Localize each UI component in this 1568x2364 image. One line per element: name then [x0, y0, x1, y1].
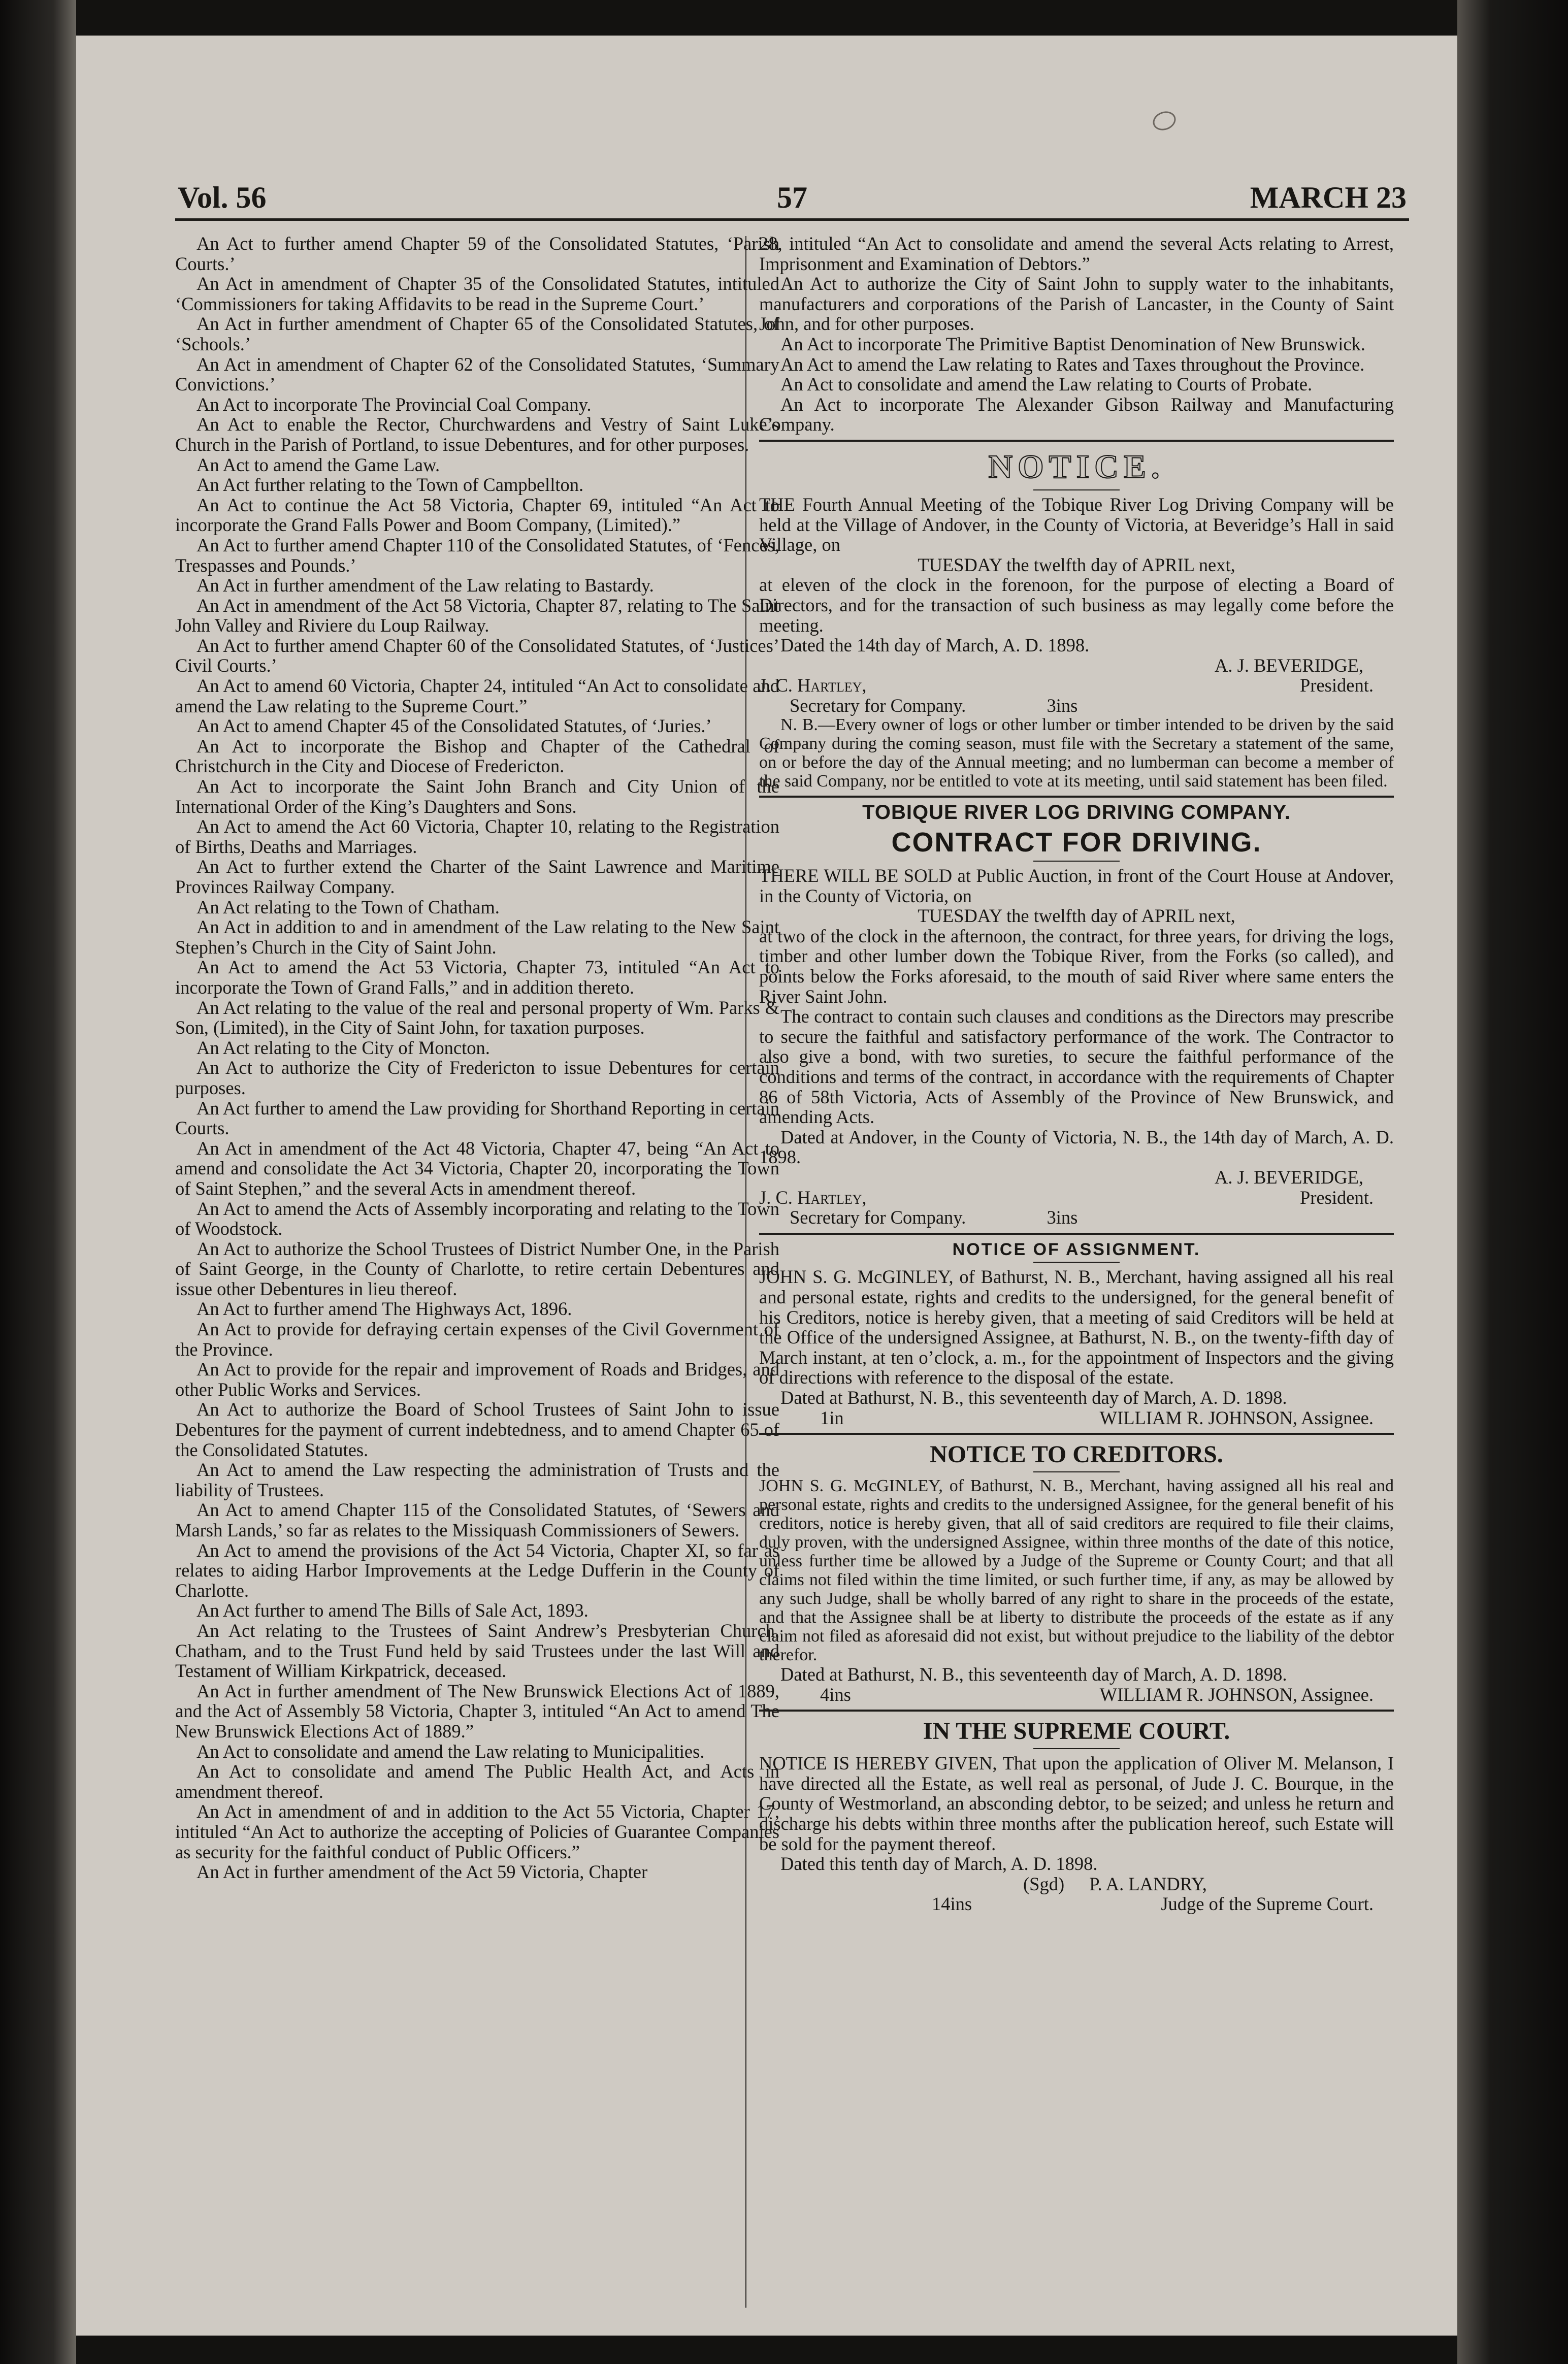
volume-label: Vol. 56: [178, 181, 267, 214]
act-entry: An Act to amend the Law relating to Rates and Taxes throughout the Province.: [780, 353, 1365, 375]
signature-line: [759, 1874, 1394, 1894]
act-entry: An Act to incorporate The Provincial Coal Company.: [197, 393, 592, 415]
act-entry: An Act in amendment of and in addition to the Act 55 Victoria, Chapter 17, intituled “An Act to authorize the accepting of Policies of Guarantee Companies as security for the faithful conduct of Public Officers.”: [175, 1801, 779, 1862]
act-entry: An Act to further amend Chapter 59 of the Consolidated Statutes, ‘Parish Courts.’: [175, 233, 779, 274]
notice-title: CONTRACT FOR DRIVING.: [891, 827, 1262, 858]
act-entry: An Act to authorize the School Trustees of District Number One, in the Parish of Saint George, in the County of Charlotte, to retire certain Debentures and issue other Debentures in lieu thereof.: [175, 1238, 779, 1299]
notice-supreme-court: [759, 1717, 1394, 1914]
notice-body: THERE WILL BE SOLD at Public Auction, in front of the Court House at Andover, in the County of Victoria, on: [759, 865, 1394, 906]
notice-title: NOTICE OF ASSIGNMENT.: [952, 1239, 1201, 1259]
act-entry: An Act to amend the Game Law.: [197, 454, 440, 475]
act-entry: An Act to continue the Act 58 Victoria, Chapter 69, intituled “An Act to incorporate the Grand Falls Power and Boom Company, (Limited).”: [175, 494, 779, 536]
signed-mark: (Sgd): [1023, 1873, 1065, 1894]
section-rule: [759, 796, 1394, 798]
act-entry: An Act to further amend Chapter 60 of the Consolidated Statutes, of ‘Justices’ Civil Courts.’: [175, 635, 779, 676]
title-underline: [1033, 1262, 1120, 1263]
page-edge-shadow: [1457, 0, 1568, 2364]
act-entry: An Act in amendment of the Act 48 Victoria, Chapter 47, being “An Act to amend and consolidate the Act 34 Victoria, Chapter 20, incorporating the Town of Saint Stephen,” and the several Acts in amendment thereof.: [175, 1137, 779, 1199]
notice-title: NOTICE.: [988, 448, 1165, 485]
signer-title: President.: [1300, 1187, 1374, 1208]
notice-date-line: TUESDAY the twelfth day of APRIL next,: [918, 554, 1235, 575]
act-entry: An Act to incorporate The Primitive Baptist Denomination of New Brunswick.: [780, 333, 1365, 354]
signature-title-row: [759, 1894, 1394, 1914]
notice-dated: Dated at Bathurst, N. B., this seventeenth day of March, A. D. 1898.: [780, 1387, 1287, 1408]
notice-annual-meeting: [759, 447, 1394, 791]
signer-title: President.: [1300, 675, 1374, 696]
act-entry: An Act to incorporate The Alexander Gibson Railway and Manufacturing Company.: [759, 393, 1394, 435]
act-entry: An Act to amend the Law respecting the administration of Trusts and the liability of Trustees.: [175, 1459, 779, 1500]
notice-secretary-row: [759, 1188, 1394, 1208]
notice-secretary-row: [759, 675, 1394, 696]
notice-dated: Dated at Andover, in the County of Victoria, N. B., the 14th day of March, A. D. 1898.: [759, 1126, 1394, 1168]
act-entry: An Act to authorize the City of Fredericton to issue Debentures for certain purposes.: [175, 1057, 779, 1098]
act-entry: An Act to consolidate and amend the Law relating to Municipalities.: [197, 1741, 705, 1762]
signer-name: WILLIAM R. JOHNSON, Assignee.: [1099, 1407, 1374, 1428]
left-column-acts: [175, 234, 779, 1882]
act-entry: 28, intituled “An Act to consolidate and amend the several Acts relating to Arrest, Imprisonment and Examination of Debtors.”: [759, 233, 1394, 274]
act-entry: An Act in addition to and in amendment of the Law relating to the New Saint Stephen’s Church in the City of Saint John.: [175, 916, 779, 958]
act-entry: An Act to amend the Act 53 Victoria, Chapter 73, intituled “An Act to incorporate the Town of Grand Falls,” and in addition thereto.: [175, 957, 779, 998]
insertion-count: 4ins: [820, 1684, 851, 1705]
section-rule: [759, 1433, 1394, 1435]
notice-body: JOHN S. G. McGINLEY, of Bathurst, N. B., Merchant, having assigned all his real and personal estate, rights and credits to the undersigned Assignee, for the general benefit of his creditors, notice is hereby given, that all of said creditors are required to file their claims, duly proven, with the undersigned Assignee, within three months of the date of this notice, unless further time be allowed by a Judge of the Supreme or County Court; and that all claims not filed within the time limited, or such further time, if any, as may be allowed by any such Judge, shall be wholly barred of any right to share in the proceeds of the estate, and that the Assignee shall be at liberty to distribute the proceeds of the estate as if any claim not filed as aforesaid did not exist, but without prejudice to the liability of the debtor therefor.: [759, 1476, 1394, 1665]
act-entry: An Act to provide for the repair and improvement of Roads and Bridges, and other Public Works and Services.: [175, 1359, 779, 1400]
act-entry: An Act in amendment of Chapter 62 of the Consolidated Statutes, ‘Summary Convictions.’: [175, 353, 779, 395]
title-underline: [1033, 861, 1120, 862]
act-entry: An Act to enable the Rector, Churchwardens and Vestry of Saint Luke’s Church in the Parish of Portland, to issue Debentures, and for other purposes.: [175, 414, 779, 455]
notice-body: THE Fourth Annual Meeting of the Tobique River Log Driving Company will be held at the Village of Andover, in the County of Victoria, at Beveridge’s Hall in said Village, on: [759, 494, 1394, 555]
notice-body-continued: at eleven of the clock in the forenoon, for the purpose of electing a Board of Directors, and for the transaction of such business as may legally come before the meeting.: [759, 574, 1394, 636]
notice-signature-row: [759, 1685, 1394, 1705]
insertion-count: 3ins: [1047, 695, 1078, 716]
act-entry: An Act in further amendment of the Act 59 Victoria, Chapter: [197, 1861, 648, 1883]
notice-body-continued: at two of the clock in the afternoon, the contract, for three years, for driving the logs, timber and other lumber down the Tobique River, from the Forks (so called), and points below the Forks aforesaid, to the mouth of said River where same enters the River Saint John.: [759, 925, 1394, 1007]
notice-of-assignment: [759, 1240, 1394, 1428]
signer-name: P. A. LANDRY,: [1089, 1873, 1207, 1894]
act-entry: An Act in further amendment of The New Brunswick Elections Act of 1889, and the Act of Assembly 58 Victoria, Chapter 3, intituled “An Act to amend The New Brunswick Elections Act of 1889.”: [175, 1680, 779, 1742]
act-entry: An Act relating to the Town of Chatham.: [197, 896, 500, 917]
title-underline: [1033, 489, 1120, 490]
act-entry: An Act in further amendment of Chapter 65 of the Consolidated Statutes, of ‘Schools.’: [175, 313, 779, 354]
act-entry: An Act in amendment of Chapter 35 of the Consolidated Statutes, intituled ‘Commissioners for taking Affidavits to be read in the Supreme Court.’: [175, 273, 779, 314]
act-entry: An Act relating to the Trustees of Saint Andrew’s Presbyterian Church, Chatham, and to the Trust Fund held by said Trustees under the last Will and Testament of William Kirkpatrick, deceased.: [175, 1620, 779, 1682]
notice-signer: [759, 1167, 1394, 1188]
act-entry: An Act to authorize the City of Saint John to supply water to the inhabitants, manufacturers and corporations of the Parish of Lancaster, in the County of Saint John, and for other purposes.: [759, 273, 1394, 335]
issue-date: MARCH 23: [1250, 181, 1407, 214]
act-entry: An Act to amend Chapter 115 of the Consolidated Statutes, of ‘Sewers and Marsh Lands,’ so far as relates to the Missiquash Commissioners of Sewers.: [175, 1499, 779, 1540]
section-rule: [759, 1710, 1394, 1712]
act-entry: An Act relating to the value of the real and personal property of Wm. Parks & Son, (Limited), in the City of Saint John, for taxation purposes.: [175, 997, 779, 1038]
act-entry: An Act to amend Chapter 45 of the Consolidated Statutes, of ‘Juries.’: [197, 715, 712, 737]
title-underline: [1033, 1471, 1120, 1472]
notice-conditions: The contract to contain such clauses and conditions as the Directors may prescribe to secure the faithful and satisfactory performance of the work. The Contractor to also give a bond, with two sureties, to secure the faithful performance of the conditions and terms of the contract, in accordance with the requirements of Chapter 86 of 58th Victoria, Acts of Assembly of the Province of New Brunswick, and amending Acts.: [759, 1006, 1394, 1128]
act-entry: An Act to further extend the Charter of the Saint Lawrence and Maritime Provinces Railway Company.: [175, 856, 779, 897]
notice-body: NOTICE IS HEREBY GIVEN, That upon the application of Oliver M. Melanson, I have directed all the Estate, as well real as personal, of Jude J. C. Bourque, in the County of Westmorland, an absconding debtor, to be seized; and unless he return and discharge his debts within three months after the publication hereof, such Estate will be sold for the payment thereof.: [759, 1753, 1394, 1854]
right-column: [759, 234, 1394, 1914]
secretary-title: Secretary for Company.: [790, 1207, 966, 1228]
signer-name: A. J. BEVERIDGE,: [1215, 1166, 1363, 1188]
secretary-title-row: [759, 696, 1394, 716]
act-entry: An Act further relating to the Town of Campbellton.: [197, 474, 584, 496]
notice-to-creditors: [759, 1440, 1394, 1704]
notice-contract-for-driving: [759, 803, 1394, 1227]
page-header: [178, 175, 1407, 231]
secretary-name: J. C. Hartley,: [759, 1187, 867, 1208]
notice-signature-row: [759, 1408, 1394, 1428]
act-entry: An Act to amend the Act 60 Victoria, Chapter 10, relating to the Registration of Births, Deaths and Marriages.: [175, 816, 779, 857]
signer-title: Judge of the Supreme Court.: [1161, 1893, 1374, 1915]
secretary-title-row: [759, 1207, 1394, 1228]
newspaper-page: [76, 36, 1457, 2336]
act-entry: An Act to incorporate the Bishop and Chapter of the Cathedral of Christchurch in the City and Diocese of Fredericton.: [175, 735, 779, 777]
header-rule: [175, 218, 1409, 221]
paper-mark: [1150, 108, 1179, 134]
secretary-name: J. C. Hartley,: [759, 675, 867, 696]
act-entry: An Act further to amend the Law providing for Shorthand Reporting in certain Courts.: [175, 1097, 779, 1139]
insertion-count: 1in: [820, 1407, 844, 1428]
act-entry: An Act to amend the provisions of the Act 54 Victoria, Chapter XI, so far as relates to aiding Harbor Improvements at the Ledge Dufferin in the County of Charlotte.: [175, 1539, 779, 1601]
notice-signer: [759, 655, 1394, 676]
notice-dated: Dated at Bathurst, N. B., this seventeenth day of March, A. D. 1898.: [780, 1664, 1287, 1685]
secretary-title: Secretary for Company.: [790, 695, 966, 716]
notice-nb: N. B.—Every owner of logs or other lumber or timber intended to be driven by the said Company during the coming season, must file with the Secretary a statement of the same, on or before the day of the Annual meeting; and no lumberman can become a member of the said Company, nor be entitled to vote at its meeting, until said statement has been filed.: [759, 715, 1394, 791]
notice-dated: Dated the 14th day of March, A. D. 1898.: [780, 635, 1090, 656]
act-entry: An Act to further amend Chapter 110 of the Consolidated Statutes, of ‘Fences, Trespasses and Pounds.’: [175, 534, 779, 576]
notice-title: NOTICE TO CREDITORS.: [930, 1441, 1223, 1468]
act-entry: An Act to consolidate and amend The Public Health Act, and Acts in amendment thereof.: [175, 1761, 779, 1802]
insertion-count: 14ins: [932, 1893, 972, 1915]
act-entry: An Act in amendment of the Act 58 Victoria, Chapter 87, relating to The Saint John Valley and Riviere du Loup Railway.: [175, 595, 779, 636]
act-entry: An Act to provide for defraying certain expenses of the Civil Government of the Province.: [175, 1319, 779, 1360]
book-spine-shadow: [0, 0, 76, 2364]
notice-body: JOHN S. G. McGINLEY, of Bathurst, N. B., Merchant, having assigned all his real and personal estate, rights and credits to the undersigned, for the general benefit of his Creditors, notice is hereby given, that a meeting of said Creditors will be held at the Office of the undersigned Assignee, at Bathurst, N. B., on the twenty-fifth day of March instant, at ten o’clock, a. m., for the appointment of Inspectors and the giving of directions with reference to the disposal of the estate.: [759, 1266, 1394, 1388]
act-entry: An Act to consolidate and amend the Law relating to Courts of Probate.: [780, 374, 1313, 395]
act-entry: An Act relating to the City of Moncton.: [197, 1037, 490, 1058]
notice-dated: Dated this tenth day of March, A. D. 1898.: [780, 1853, 1098, 1875]
section-rule: [759, 440, 1394, 442]
act-entry: An Act to incorporate the Saint John Branch and City Union of the International Order of the King’s Daughters and Sons.: [175, 776, 779, 817]
column-divider: [745, 236, 746, 2308]
act-entry: An Act to authorize the Board of School Trustees of Saint John to issue Debentures for the payment of current indebtedness, and to amend Chapter 65 of the Consolidated Statutes.: [175, 1399, 779, 1460]
notice-title: IN THE SUPREME COURT.: [923, 1718, 1230, 1745]
act-entry: An Act to amend the Acts of Assembly incorporating and relating to the Town of Woodstock.: [175, 1198, 779, 1239]
act-entry: An Act in further amendment of the Law relating to Bastardy.: [197, 575, 654, 596]
company-heading: TOBIQUE RIVER LOG DRIVING COMPANY.: [862, 801, 1291, 824]
page-number: 57: [777, 181, 807, 214]
right-column-acts: [759, 234, 1394, 435]
act-entry: An Act to further amend The Highways Act, 1896.: [197, 1298, 572, 1320]
signer-name: A. J. BEVERIDGE,: [1215, 654, 1363, 676]
title-underline: [1033, 1748, 1120, 1749]
section-rule: [759, 1233, 1394, 1235]
act-entry: An Act further to amend The Bills of Sale Act, 1893.: [197, 1600, 589, 1621]
notice-date-line: TUESDAY the twelfth day of APRIL next,: [918, 905, 1235, 927]
act-entry: An Act to amend 60 Victoria, Chapter 24, intituled “An Act to consolidate and amend the Law relating to the Supreme Court.”: [175, 675, 779, 716]
insertion-count: 3ins: [1047, 1207, 1078, 1228]
signer-name: WILLIAM R. JOHNSON, Assignee.: [1099, 1684, 1374, 1705]
